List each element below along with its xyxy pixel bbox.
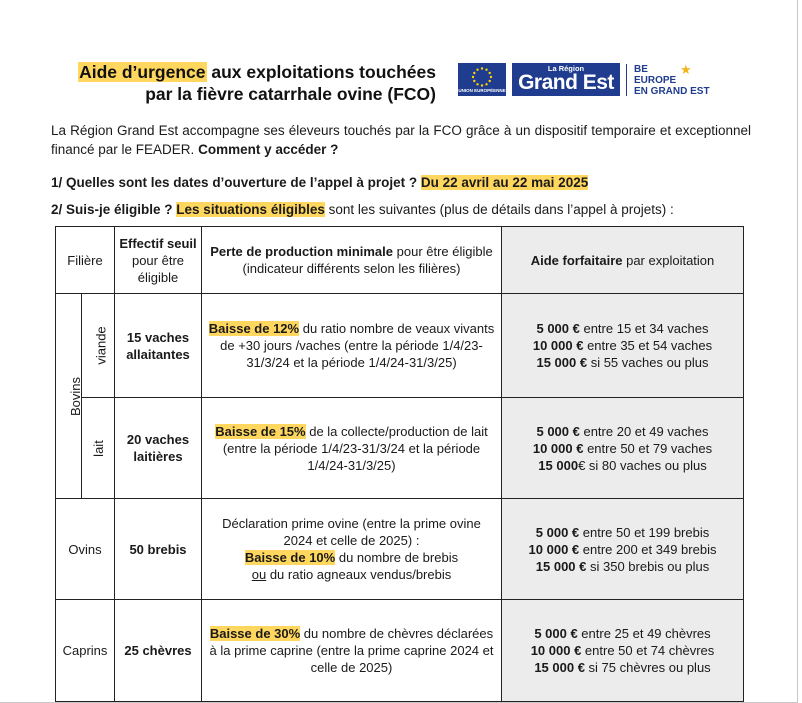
perte-highlight: Baisse de 15% xyxy=(215,423,306,439)
header-filiere: Filière xyxy=(56,227,115,294)
aide-cell xyxy=(502,600,744,702)
header-aide-bold: Aide forfaitaire xyxy=(530,252,623,268)
eu-flag-logo xyxy=(458,63,506,96)
eu-logo-text: UNION EUROPÉENNE xyxy=(458,88,506,93)
aide-line xyxy=(506,659,739,676)
aide-amount: 15 000 € xyxy=(535,558,587,574)
sub-filiere-cell xyxy=(82,398,115,499)
table-row xyxy=(56,600,744,702)
question-1 xyxy=(51,173,761,192)
header-perte-bold: Perte de production minimale xyxy=(210,244,394,259)
aide-cell xyxy=(502,499,744,600)
effectif-value: 15 vaches allaitantes xyxy=(126,329,190,362)
filiere-cell: Ovins xyxy=(56,499,115,600)
aide-amount: 15 000 xyxy=(538,457,579,473)
aide-amount: 5 000 € xyxy=(536,423,580,439)
effectif-value: 20 vaches laitières xyxy=(126,432,190,464)
aide-cell xyxy=(502,398,744,499)
q2-highlight: Les situations éligibles xyxy=(176,202,325,217)
sub-filiere-label: viande xyxy=(93,326,109,365)
aide-cell xyxy=(502,294,744,398)
header-perte xyxy=(202,227,502,294)
eu-stars-icon xyxy=(466,66,498,88)
effectif-value: 50 brebis xyxy=(129,541,187,557)
region-grand-est-logo xyxy=(512,63,620,96)
sub-filiere-label: lait xyxy=(90,439,106,457)
aide-amount: 10 000 € xyxy=(532,440,584,456)
q1-answer: Du 22 avril au 22 mai 2025 xyxy=(420,175,589,190)
table-row xyxy=(56,398,744,499)
perte-cell xyxy=(202,294,502,398)
perte-text: de la collecte/production de lait (entre la période 1/4/23-31/3/24 et la période 1/4/24-31/3/25) xyxy=(222,423,488,473)
perte-cell xyxy=(202,398,502,499)
logo-divider xyxy=(626,64,627,96)
aide-amount: 10 000 € xyxy=(532,338,584,353)
bovins-cell xyxy=(56,294,82,499)
document-title xyxy=(56,61,436,105)
be-line1: BE xyxy=(634,64,648,75)
effectif-cell xyxy=(115,499,202,600)
intro-text: La Région Grand Est accompagne ses éleveurs touchés par la FCO grâce à un dispositif temporaire et exceptionnel financé par le FEADER. xyxy=(51,123,751,157)
header-aide xyxy=(502,227,744,294)
aide-line xyxy=(506,642,739,659)
aide-line xyxy=(506,440,739,457)
header-effectif-bold: Effectif seuil xyxy=(119,235,197,251)
aide-line xyxy=(506,354,739,371)
aide-amount: 15 000 € xyxy=(534,660,585,675)
aide-line xyxy=(506,423,739,440)
effectif-value: 25 chèvres xyxy=(124,643,192,658)
effectif-cell xyxy=(115,600,202,702)
aide-line xyxy=(506,524,739,541)
perte-text: du nombre de brebis xyxy=(335,550,459,565)
aide-text: entre 35 et 54 vaches xyxy=(583,338,713,353)
aide-line xyxy=(506,337,739,354)
perte-line xyxy=(206,566,497,583)
be-line2: EUROPE xyxy=(634,75,677,86)
question-2 xyxy=(51,200,761,219)
header-effectif xyxy=(115,227,202,294)
q2-rest: sont les suivantes (plus de détails dans l’appel à projets) : xyxy=(324,202,674,217)
q2-question: 2/ Suis-je éligible ? xyxy=(51,202,177,217)
perte-text: du nombre de chèvres déclarées à la prime caprine (entre la prime caprine 2024 et celle de 2025) xyxy=(209,626,494,675)
aide-text: entre 50 et 199 brebis xyxy=(579,524,710,540)
sub-filiere-cell xyxy=(82,294,115,398)
aide-text: entre 50 et 79 vaches xyxy=(583,440,713,456)
q1-question: 1/ Quelles sont les dates d’ouverture de l’appel à projet ? xyxy=(51,175,421,190)
perte-highlight: Baisse de 12% xyxy=(208,321,300,336)
intro-bold: Comment y accéder ? xyxy=(198,142,339,157)
perte-ou: ou xyxy=(251,567,267,582)
perte-highlight: Baisse de 30% xyxy=(209,626,301,641)
table-header-row xyxy=(56,227,744,294)
star-icon: ★ xyxy=(680,62,692,77)
effectif-cell xyxy=(115,398,202,499)
intro-paragraph xyxy=(51,121,751,159)
aide-line xyxy=(506,558,739,575)
title-line2: par la fièvre catarrhale ovine (FCO) xyxy=(145,84,436,104)
effectif-cell xyxy=(115,294,202,398)
aide-text: entre 25 et 49 chèvres xyxy=(577,626,711,641)
header-perte-rest: pour être éligible (indicateur différents selon les filières) xyxy=(242,244,493,276)
aide-text: entre 200 et 349 brebis xyxy=(579,541,717,557)
title-highlight: Aide d’urgence xyxy=(79,62,206,82)
table-row xyxy=(56,499,744,600)
aide-text: si 55 vaches ou plus xyxy=(587,355,709,370)
bovins-label: Bovins xyxy=(68,376,84,416)
header-aide-rest: par exploitation xyxy=(622,252,715,268)
aide-text: si 75 chèvres ou plus xyxy=(584,660,711,675)
perte-end-text: du ratio agneaux vendus/brebis xyxy=(266,567,452,582)
aide-amount: 10 000 € xyxy=(528,541,580,557)
aide-text: € si 80 vaches ou plus xyxy=(578,457,707,473)
perte-cell xyxy=(202,499,502,600)
perte-highlight: Baisse de 10% xyxy=(244,550,336,565)
aide-amount: 5 000 € xyxy=(534,626,578,641)
be-line3: EN GRAND EST xyxy=(634,86,710,97)
header-effectif-rest: pour être éligible xyxy=(131,252,185,285)
aide-text: si 350 brebis ou plus xyxy=(586,558,710,574)
perte-cell xyxy=(202,600,502,702)
perte-line xyxy=(206,549,497,566)
filiere-cell: Caprins xyxy=(56,600,115,702)
aide-amount: 15 000 € xyxy=(536,355,588,370)
title-line1-rest: aux exploitations touchées xyxy=(206,62,436,82)
aide-amount: 5 000 € xyxy=(536,321,580,336)
aide-amount: 5 000 € xyxy=(535,524,580,540)
aide-line xyxy=(506,320,739,337)
region-logo-big: Grand Est xyxy=(518,71,614,94)
eligibility-table xyxy=(55,226,744,702)
aide-text: entre 20 et 49 vaches xyxy=(579,423,709,439)
aide-line xyxy=(506,541,739,558)
aide-line xyxy=(506,457,739,474)
aide-text: entre 50 et 74 chèvres xyxy=(581,643,715,658)
region-logo-small: La Région xyxy=(547,64,585,73)
perte-pre-text: Déclaration prime ovine (entre la prime ovine 2024 et celle de 2025) : xyxy=(222,516,481,548)
aide-amount: 10 000 € xyxy=(530,643,582,658)
perte-text: du ratio nombre de veaux vivants de +30 jours /vaches (entre la période 1/4/23-31/3/24 et la période 1/4/24-31/3/25) xyxy=(220,321,495,370)
table-row xyxy=(56,294,744,398)
aide-line xyxy=(506,625,739,642)
aide-text: entre 15 et 34 vaches xyxy=(579,321,709,336)
